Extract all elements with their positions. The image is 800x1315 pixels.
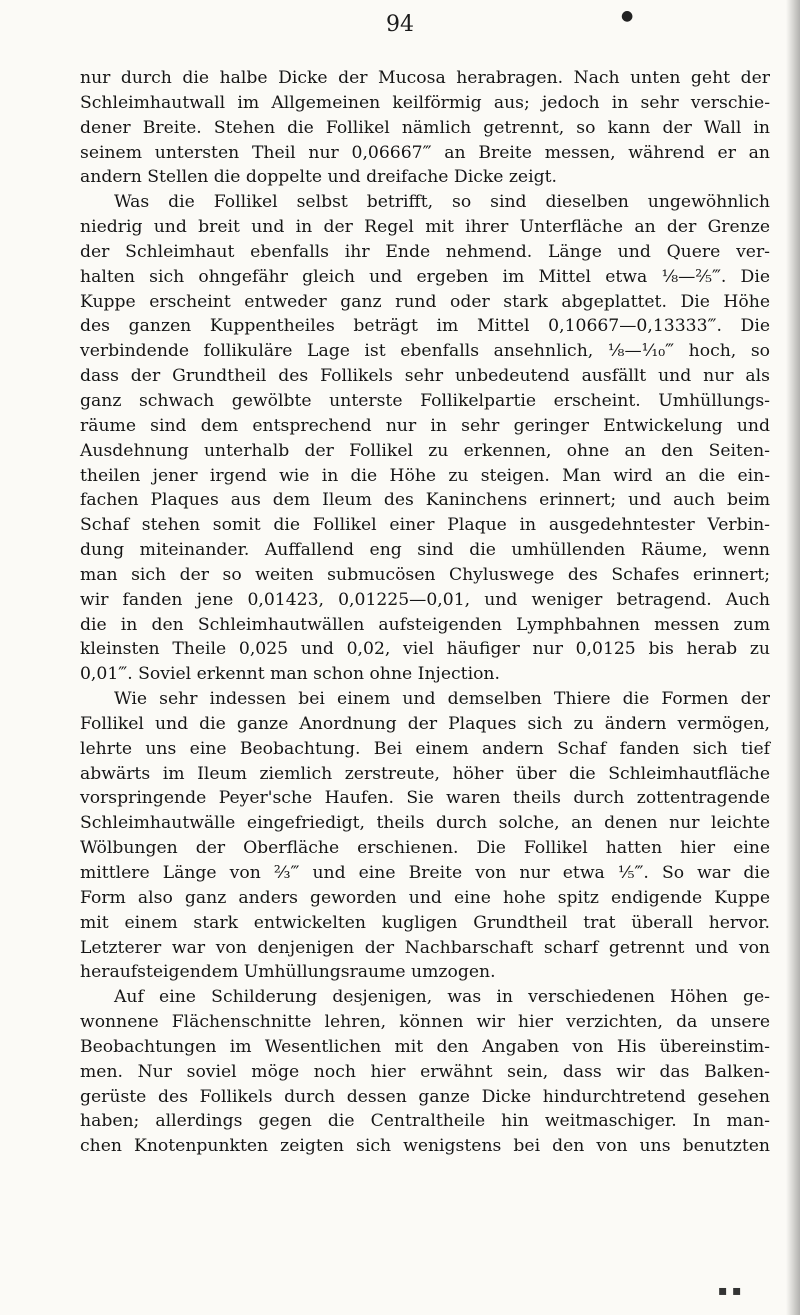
text-line: Schleimhautwälle eingefriedigt, theils durch solche, an denen nur leichte bbox=[80, 813, 770, 834]
text-line: Schleimhautwall im Allgemeinen keilförmig aus; jedoch in sehr verschie- bbox=[80, 92, 770, 113]
text-line: Form also ganz anders geworden und eine hohe spitz endigende Kuppe bbox=[80, 887, 770, 908]
text-line: nur durch die halbe Dicke der Mucosa herabragen. Nach unten geht der bbox=[80, 68, 770, 88]
text-line: Kuppe erscheint entweder ganz rund oder stark abgeplattet. Die Höhe bbox=[80, 291, 770, 312]
text-line: Ausdehnung unterhalb der Follikel zu erkennen, ohne an den Seiten- bbox=[80, 440, 770, 461]
text-line: Auf eine Schilderung desjenigen, was in verschiedenen Höhen ge- bbox=[114, 987, 770, 1008]
bottom-ink-mark: ▪ ▪ bbox=[718, 1283, 742, 1299]
text-line: wir fanden jene 0,01423, 0,01225—0,01, und weniger betragend. Auch bbox=[80, 589, 770, 610]
text-line: Beobachtungen im Wesentlichen mit den Angaben von His übereinstim- bbox=[80, 1036, 770, 1057]
text-line: theilen jener irgend wie in die Höhe zu steigen. Man wird an die ein- bbox=[80, 465, 770, 486]
text-line: heraufsteigendem Umhüllungsraume umzogen. bbox=[80, 962, 496, 983]
text-line: die in den Schleimhautwällen aufsteigenden Lymphbahnen messen zum bbox=[80, 614, 770, 635]
text-line: seinem untersten Theil nur 0,06667‴ an Breite messen, während er an bbox=[80, 142, 770, 163]
text-line: Schaf stehen somit die Follikel einer Plaque in ausgedehntester Verbin- bbox=[80, 515, 770, 536]
text-line: lehrte uns eine Beobachtung. Bei einem andern Schaf fanden sich tief bbox=[80, 738, 770, 759]
text-line: man sich der so weiten submucösen Chyluswege des Schafes erinnert; bbox=[80, 564, 770, 585]
text-line: Follikel und die ganze Anordnung der Plaques sich zu ändern vermögen, bbox=[80, 713, 770, 734]
text-line: men. Nur soviel möge noch hier erwähnt sein, dass wir das Balken- bbox=[80, 1061, 770, 1082]
text-line: andern Stellen die doppelte und dreifache Dicke zeigt. bbox=[80, 167, 557, 188]
body-text bbox=[80, 66, 770, 1159]
text-line: verbindende follikuläre Lage ist ebenfalls ansehnlich, ⅛—¹⁄₁₀‴ hoch, so bbox=[80, 341, 770, 362]
text-line: dass der Grundtheil des Follikels sehr unbedeutend ausfällt und nur als bbox=[80, 366, 770, 387]
text-line: dung miteinander. Auffallend eng sind die umhüllenden Räume, wenn bbox=[80, 540, 770, 561]
text-line: Letzterer war von denjenigen der Nachbarschaft scharf getrennt und von bbox=[80, 937, 770, 958]
text-line: niedrig und breit und in der Regel mit ihrer Unterfläche an der Grenze bbox=[80, 217, 770, 238]
text-line: kleinsten Theile 0,025 und 0,02, viel häufiger nur 0,0125 bis herab zu bbox=[80, 639, 770, 660]
text-line: vorspringende Peyer'sche Haufen. Sie waren theils durch zottentragende bbox=[80, 788, 770, 809]
text-line: abwärts im Ileum ziemlich zerstreute, höher über die Schleimhautfläche bbox=[80, 763, 770, 784]
text-line: der Schleimhaut ebenfalls ihr Ende nehmend. Länge und Quere ver- bbox=[80, 241, 770, 262]
text-line: haben; allerdings gegen die Centraltheile hin weitmaschiger. In man- bbox=[80, 1111, 770, 1132]
text-line: dener Breite. Stehen die Follikel nämlich getrennt, so kann der Wall in bbox=[80, 117, 770, 138]
text-line: chen Knotenpunkten zeigten sich wenigstens bei den von uns benutzten bbox=[80, 1136, 770, 1157]
text-line: mittlere Länge von ²⁄₃‴ und eine Breite von nur etwa ⅕‴. So war die bbox=[80, 863, 770, 883]
text-line: Wölbungen der Oberfläche erschienen. Die Follikel hatten hier eine bbox=[80, 838, 770, 859]
text-line: fachen Plaques aus dem Ileum des Kaninchens erinnert; und auch beim bbox=[80, 490, 770, 511]
top-ink-mark: ● bbox=[621, 8, 634, 24]
page-number: 94 bbox=[386, 12, 414, 37]
text-line: des ganzen Kuppentheiles beträgt im Mittel 0,10667—0,13333‴. Die bbox=[80, 316, 770, 337]
page-edge-shadow bbox=[786, 0, 800, 1315]
text-line: Was die Follikel selbst betrifft, so sind dieselben ungewöhnlich bbox=[114, 192, 770, 213]
text-line: 0,01‴. Soviel erkennt man schon ohne Injection. bbox=[80, 664, 500, 685]
text-line: mit einem stark entwickelten kugligen Grundtheil trat überall hervor. bbox=[80, 912, 770, 933]
text-line: räume sind dem entsprechend nur in sehr geringer Entwickelung und bbox=[80, 415, 770, 436]
text-line: wonnene Flächenschnitte lehren, können wir hier verzichten, da unsere bbox=[80, 1012, 770, 1033]
text-line: halten sich ohngefähr gleich und ergeben im Mittel etwa ⅛—²⁄₅‴. Die bbox=[80, 266, 770, 287]
text-line: ganz schwach gewölbte unterste Follikelpartie erscheint. Umhüllungs- bbox=[80, 390, 770, 411]
text-line: Wie sehr indessen bei einem und demselben Thiere die Formen der bbox=[114, 689, 770, 710]
text-line: gerüste des Follikels durch dessen ganze Dicke hindurchtretend gesehen bbox=[80, 1086, 770, 1107]
